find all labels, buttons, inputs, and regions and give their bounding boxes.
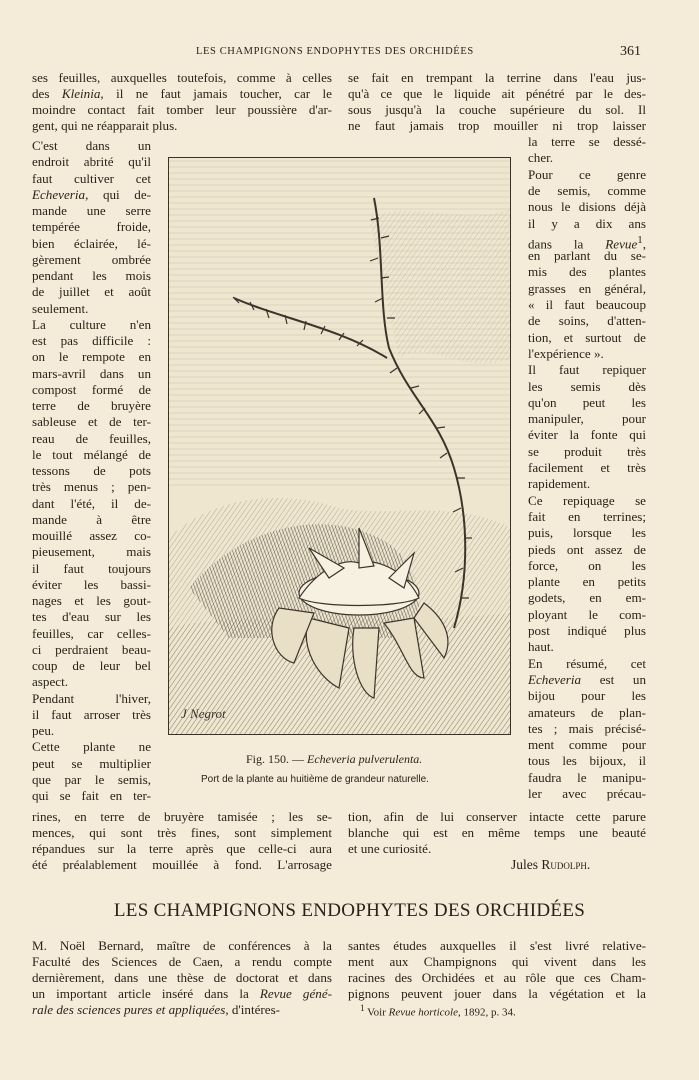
footnote: $^1$ Voir Revue horticole, 1892, p. 34.: [360, 1003, 516, 1019]
right-column-line: Ce repiquage se: [528, 492, 646, 508]
text-line: des Kleinia, il ne faut jamais toucher, car le: [32, 86, 332, 101]
right-column-line: en parlant du se-: [528, 248, 646, 264]
figure-subcaption: Port de la plante au huitième de grandeur naturelle.: [201, 774, 429, 785]
right-column-line: ler avec précau-: [528, 786, 646, 801]
left-column-line: endroit abrité qu'il: [32, 154, 151, 170]
text-line: ses feuilles, auxquelles toutefois, comme à celles: [32, 70, 332, 85]
text-line: blanche qui est en même temps une beauté: [348, 825, 646, 840]
left-column-line: gèrement ombrée: [32, 251, 151, 267]
right-column-line: plante en petits: [528, 574, 646, 590]
text-line: ment aux Champignons qui vivent dans les: [348, 954, 646, 969]
right-column-line: bijou pour les: [528, 688, 646, 704]
right-column-line: de soins, d'atten-: [528, 313, 646, 329]
figure-engraving: [168, 157, 511, 735]
text-line: rines, en terre de bruyère tamisée ; les se-: [32, 809, 332, 824]
text-line: santes études auxquelles il s'est livré relative-: [348, 938, 646, 953]
text-line: M. Noël Bernard, maître de conférences à la: [32, 938, 332, 953]
running-head: [0, 44, 699, 62]
right-column-line: qu'on peut les: [528, 394, 646, 410]
text-line: qu'à ce que le liquide ait pénétré par le des-: [348, 86, 646, 101]
left-column-line: ci perdraient beau-: [32, 641, 151, 657]
text-line: un important article inséré dans la Revue géné-: [32, 986, 332, 1001]
right-column-line: cher.: [528, 150, 554, 166]
right-column-line: ployant le com-: [528, 606, 646, 622]
right-column-line: la terre se dessé-: [528, 134, 646, 149]
right-column-line: tes ; mais précisé-: [528, 720, 646, 736]
left-column-line: tempérée froide,: [32, 219, 151, 235]
left-column-line: qui se fait en ter-: [32, 788, 151, 803]
left-column-line: il faut arroser très: [32, 706, 151, 722]
left-column-line: bien éclairée, lé-: [32, 235, 151, 251]
right-column-line: grasses en général,: [528, 280, 646, 296]
right-column-line: rapidement.: [528, 476, 591, 492]
left-column-line: que par le semis,: [32, 771, 151, 787]
left-column-line: seulement.: [32, 300, 89, 316]
right-column-line: « il faut beaucoup: [528, 297, 646, 312]
page-number: 361: [620, 44, 641, 59]
text-line: et une curiosité.: [348, 841, 432, 856]
right-column-line: haut.: [528, 639, 554, 655]
right-column-line: il y a dix ans: [528, 215, 646, 231]
text-line: rale des sciences pures et appliquées, d'intéres-: [32, 1002, 281, 1017]
left-column-line: mande à être: [32, 511, 151, 527]
left-column-line: dant l'été, il de-: [32, 495, 151, 511]
left-column-line: mande une serre: [32, 203, 151, 218]
left-column-line: Cette plante ne: [32, 739, 151, 755]
right-column-line: godets, en em-: [528, 590, 646, 606]
right-column-line: tous les bijoux, il: [528, 753, 646, 769]
left-column-line: coup de leur bel: [32, 658, 151, 673]
left-column-line: terre de bruyère: [32, 398, 151, 413]
left-column-line: tes d'eau sur les: [32, 609, 151, 625]
right-column-line: force, on les: [528, 557, 646, 573]
right-column-line: Pour ce genre: [528, 166, 646, 182]
text-line: dernièrement, dans une thèse de doctorat et dans: [32, 970, 332, 985]
left-column-line: mouillé assez co-: [32, 528, 151, 543]
right-column-line: nous le disions déjà: [528, 199, 646, 215]
echeveria-illustration: [169, 158, 511, 735]
right-column-line: manipuler, pour: [528, 411, 646, 427]
right-column-line: puis, lorsque les: [528, 525, 646, 541]
author-signature: Jules Rudolph.: [511, 857, 591, 872]
left-column-line: sableuse et de ter-: [32, 414, 151, 430]
left-column-line: pieusement, mais: [32, 544, 151, 560]
left-column-line: on le rempote en: [32, 349, 151, 365]
text-line: racines des Orchidées et au rôle que ces Cham-: [348, 970, 646, 985]
left-column-line: il faut toujours: [32, 560, 151, 576]
left-column-line: Echeveria, qui de-: [32, 186, 151, 202]
right-column-line: les semis dès: [528, 378, 646, 394]
text-line: Faculté des Sciences de Caen, a rendu compte: [32, 954, 332, 969]
text-line: pignons peuvent jouer dans la végétation et la: [348, 986, 646, 1001]
right-column-line: pieds ont assez de: [528, 541, 646, 557]
left-column-line: peut se multiplier: [32, 755, 151, 771]
left-column-line: feuilles, car celles-: [32, 625, 151, 641]
left-column-line: très menus ; pen-: [32, 479, 151, 495]
left-column-line: Pendant l'hiver,: [32, 690, 151, 706]
left-column-line: C'est dans un: [32, 138, 151, 153]
left-column-line: aspect.: [32, 674, 68, 690]
text-line: tion, afin de lui conserver intacte cette parure: [348, 809, 646, 824]
right-column-line: tion, et surtout de: [528, 329, 646, 345]
engraver-signature: J Negrot: [181, 706, 226, 721]
left-column-line: peu.: [32, 723, 55, 738]
left-column-line: compost formé de: [32, 381, 151, 397]
left-column-line: reau de feuilles,: [32, 430, 151, 446]
figure-caption: Fig. 150. — Echeveria pulverulenta.: [246, 752, 423, 766]
right-column-line: Echeveria est un: [528, 671, 646, 687]
right-column-line: post indiqué plus: [528, 623, 646, 638]
right-column-line: ment comme pour: [528, 737, 646, 753]
right-column-line: facilement et très: [528, 460, 646, 475]
left-column-line: La culture n'en: [32, 316, 151, 332]
text-line: sous jusqu'à la couche supérieure du sol. Il: [348, 102, 646, 117]
right-column-line: mis des plantes: [528, 264, 646, 280]
running-head-title: LES CHAMPIGNONS ENDOPHYTES DES ORCHIDÉES: [196, 46, 474, 57]
text-line: mences, qui sont très fines, sont simplement: [32, 825, 332, 840]
left-column-line: éviter les bassi-: [32, 576, 151, 592]
text-line: été préalablement mouillée à fond. L'arrosage: [32, 857, 332, 872]
left-column-line: le tout mélangé de: [32, 446, 151, 462]
right-column-line: amateurs de plan-: [528, 704, 646, 720]
right-column-line: de semis, comme: [528, 182, 646, 198]
section-title: LES CHAMPIGNONS ENDOPHYTES DES ORCHIDÉES: [113, 900, 586, 921]
text-line: se fait en trempant la terrine dans l'eau jus-: [348, 70, 646, 85]
right-column-line: faudra le manipu-: [528, 769, 646, 785]
left-column-line: faut cultiver cet: [32, 170, 151, 186]
left-column-line: pendant les mois: [32, 268, 151, 283]
left-column-line: de juillet et août: [32, 284, 151, 300]
text-line: répandues sur la terre après que celle-ci aura: [32, 841, 332, 856]
left-column-line: est pas difficile :: [32, 333, 151, 348]
right-column-line: se produit très: [528, 443, 646, 459]
right-column-line: dans la Revue$^1$,: [528, 233, 646, 252]
right-column-line: En résumé, cet: [528, 655, 646, 671]
text-line: ne faut jamais trop mouiller ni trop laisser: [348, 118, 646, 133]
right-column-line: fait en terrines;: [528, 508, 646, 524]
left-column-line: tessons de pots: [32, 463, 151, 478]
left-column-line: mars-avril dans un: [32, 365, 151, 381]
left-column-line: nages et les gout-: [32, 593, 151, 608]
right-column-line: l'expérience ».: [528, 345, 604, 361]
right-column-line: Il faut repiquer: [528, 362, 646, 378]
right-column-line: éviter la fonte qui: [528, 427, 646, 443]
text-line: gent, qui ne réapparait plus.: [32, 118, 178, 133]
text-line: moindre contact fait tomber leur poussière d'ar-: [32, 102, 332, 117]
